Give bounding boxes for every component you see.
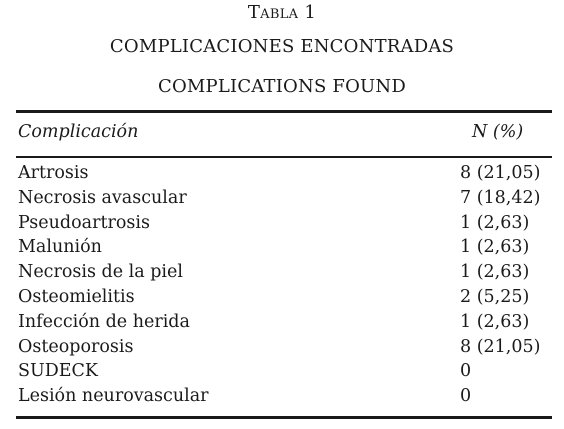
cell-complication: Osteomielitis [18,286,135,307]
cell-value: 7 (18,42) [460,187,541,208]
cell-value: 8 (21,05) [460,163,541,183]
cell-value: 0 [460,386,472,407]
table-header-rule [16,156,552,158]
table-bottom-rule [16,416,552,419]
cell-complication: Malunión [18,237,102,258]
cell-complication: Lesión neurovascular [18,386,209,407]
cell-complication: Osteoporosis [18,336,134,357]
header-n-percent: N (%) [472,122,524,142]
table-title-english: COMPLICATIONS FOUND [158,76,406,97]
table-title-spanish: COMPLICACIONES ENCONTRADAS [109,36,455,57]
cell-value: 1 (2,63) [460,237,530,258]
cell-complication: Artrosis [18,163,89,183]
cell-value: 8 (21,05) [460,336,541,357]
cell-complication: SUDECK [18,361,99,382]
cell-complication: Pseudoartrosis [18,212,150,233]
table-row [18,161,548,186]
table-row [18,359,548,384]
table-label: Tabla 1 [247,2,317,23]
table-row [18,211,548,236]
table-row [18,384,548,409]
header-complication: Complicación [18,122,139,142]
table-row [18,235,548,260]
table-row [18,310,548,335]
cell-complication: Infección de herida [18,311,190,332]
table-top-rule [16,110,552,113]
cell-value: 1 (2,63) [460,262,530,283]
cell-value: 1 (2,63) [460,212,530,233]
table-row [18,260,548,285]
cell-value: 1 (2,63) [460,311,530,332]
table-row [18,335,548,360]
table-row [18,186,548,211]
cell-complication: Necrosis avascular [18,187,187,208]
cell-value: 2 (5,25) [460,286,530,307]
table-row [18,285,548,310]
cell-complication: Necrosis de la piel [18,262,183,283]
cell-value: 0 [460,361,472,382]
table-header-row [18,122,548,148]
table-body [18,161,548,409]
